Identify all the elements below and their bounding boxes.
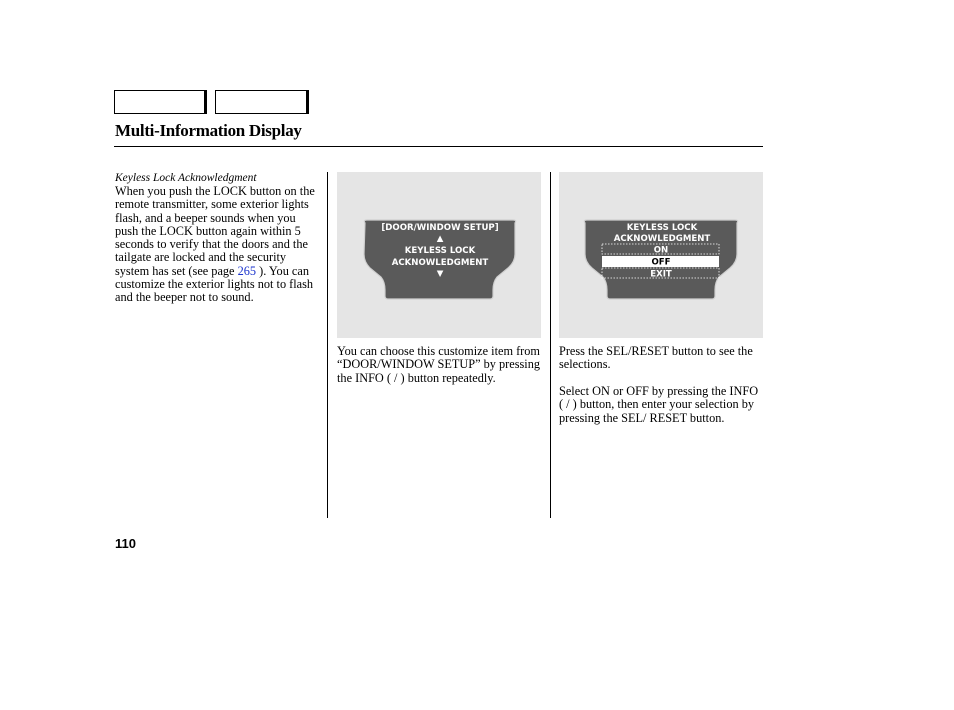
title-divider xyxy=(114,146,763,147)
page-number: 110 xyxy=(115,536,136,551)
section-heading: Keyless Lock Acknowledgment xyxy=(115,172,257,184)
caption-setup: You can choose this customize item from “DOOR/WINDOW SETUP” by pressing the INFO ( / ) button repeatedly. xyxy=(337,344,540,385)
page-title: Multi-Information Display xyxy=(115,121,302,140)
arrow-down-icon: ▼ xyxy=(436,269,444,279)
header-tab-box-2 xyxy=(215,90,309,114)
section-body xyxy=(115,185,321,305)
lcd-line-acknowledgment: ACKNOWLEDGMENT xyxy=(613,234,711,244)
caption-selection-2: Select ON or OFF by pressing the INFO ( / ) button, then enter your selection by pressing the SEL/ RESET button. xyxy=(559,384,759,425)
display-illustration-selection xyxy=(559,172,763,338)
lcd-line-keyless-lock: KEYLESS LOCK xyxy=(626,223,698,233)
option-on: ON xyxy=(653,245,669,256)
lcd-screen-setup xyxy=(337,172,541,338)
header-tab-box-1 xyxy=(114,90,207,114)
column-divider-2 xyxy=(550,172,551,518)
caption-selection-1: Press the SEL/RESET button to see the selections. xyxy=(559,344,753,372)
lcd-screen-selection xyxy=(559,172,763,338)
lcd-line-setup-menu: [DOOR/WINDOW SETUP] xyxy=(381,223,499,233)
body-text-part-1: When you push the LOCK button on the remote transmitter, some exterior lights flash, and a beeper sounds when you push the LOCK button again within 5 seconds to verify that the doors and the tailgate are locked and the security system has set (see page xyxy=(115,184,315,278)
arrow-up-icon: ▲ xyxy=(436,234,444,244)
option-off: OFF xyxy=(651,257,671,268)
column-divider-1 xyxy=(327,172,328,518)
display-illustration-setup xyxy=(337,172,541,338)
lcd-line-keyless-lock: KEYLESS LOCK xyxy=(404,246,476,256)
body-text-part-2: ). You can customize the exterior lights not to flash and the beeper not to sound. xyxy=(115,263,314,305)
page-reference-link[interactable]: 265 xyxy=(237,263,257,278)
option-exit: EXIT xyxy=(650,269,672,280)
lcd-line-acknowledgment: ACKNOWLEDGMENT xyxy=(391,258,489,268)
